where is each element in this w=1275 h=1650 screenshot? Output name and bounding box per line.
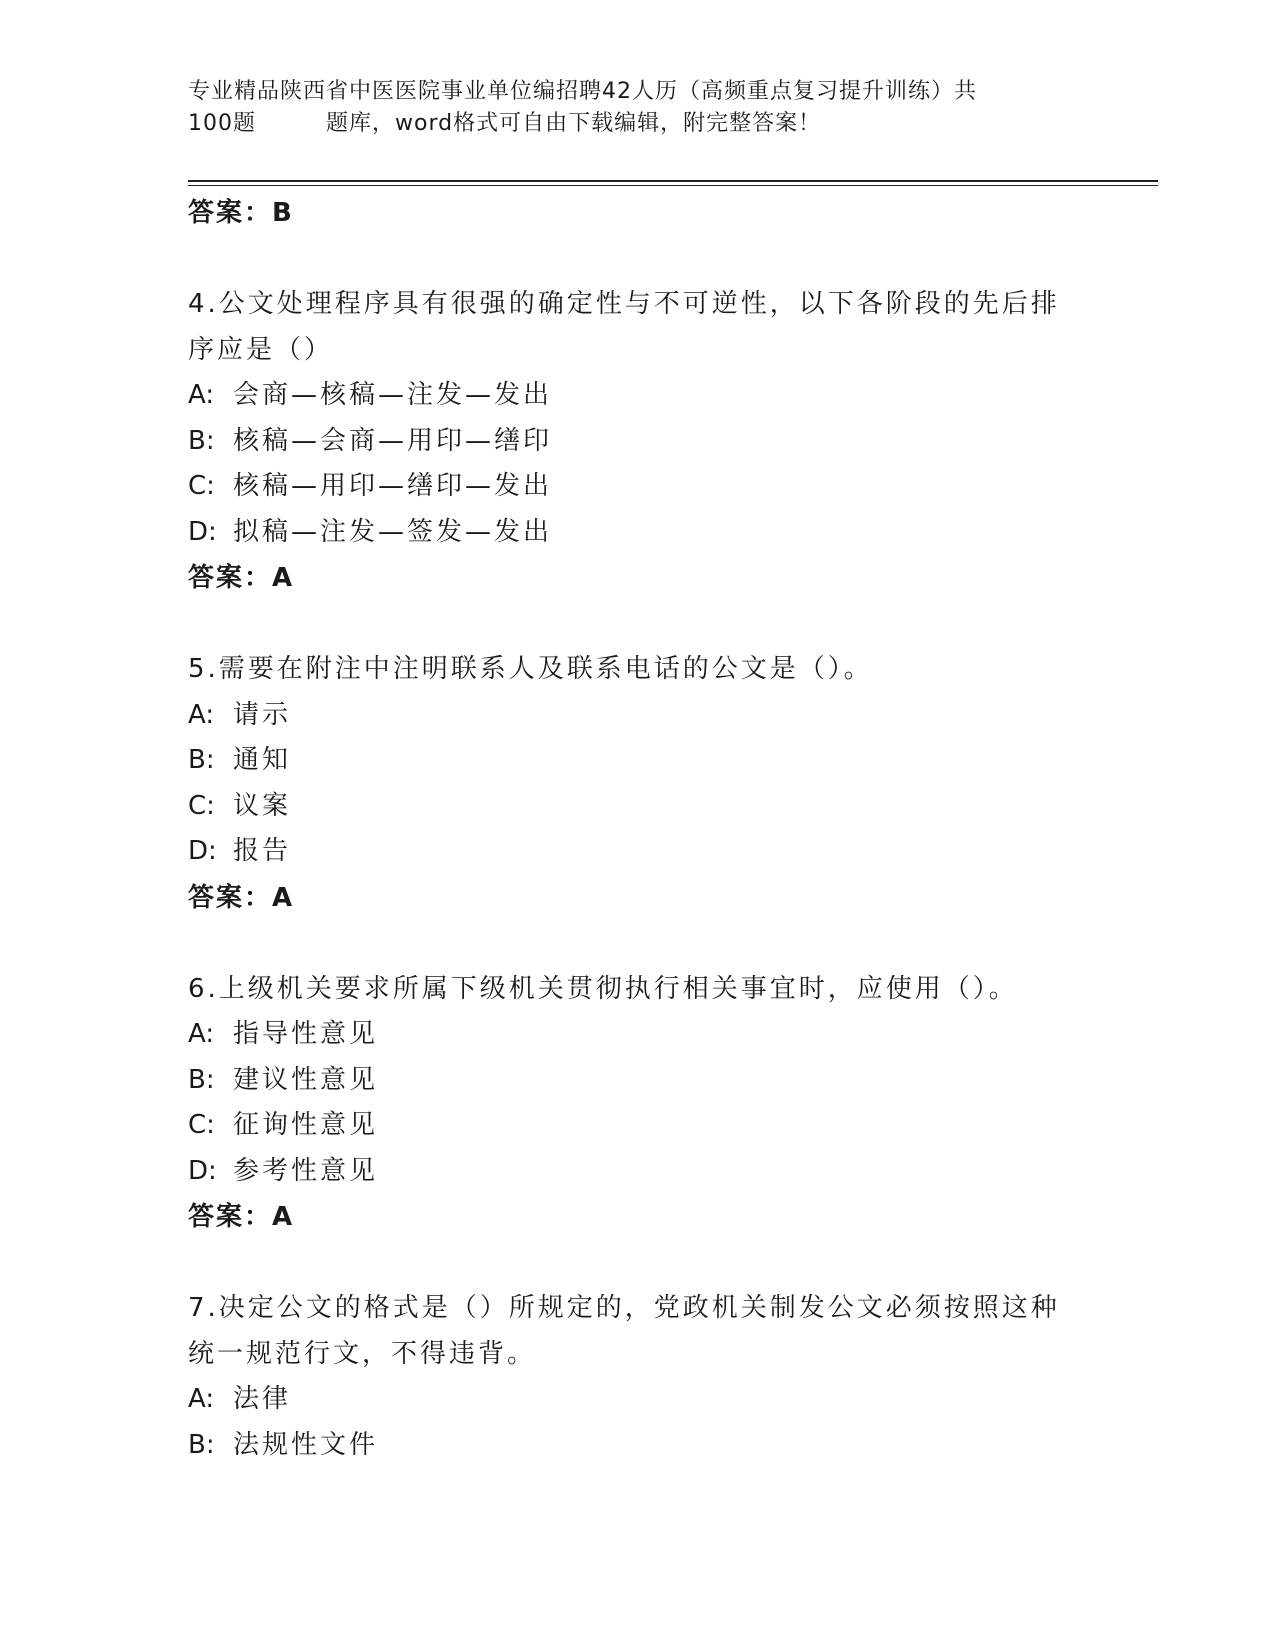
header-line-2 bbox=[188, 108, 1068, 140]
option-text: 报告 bbox=[233, 836, 292, 866]
option-text: 议案 bbox=[233, 790, 292, 821]
option-d bbox=[188, 1149, 1088, 1195]
option-text: 参考性意见 bbox=[233, 1155, 379, 1186]
option-text: 法规性文件 bbox=[233, 1429, 379, 1460]
option-c bbox=[188, 464, 1088, 510]
question-4 bbox=[188, 282, 1088, 601]
header-divider bbox=[188, 180, 1158, 182]
option-a bbox=[188, 693, 1088, 739]
header-description: 题库，word格式可自由下载编辑，附完整答案！ bbox=[326, 111, 822, 136]
option-letter: C: bbox=[188, 790, 215, 821]
option-b bbox=[188, 419, 1088, 465]
option-b bbox=[188, 738, 1088, 784]
option-letter: B: bbox=[188, 425, 215, 456]
option-text: 建议性意见 bbox=[233, 1064, 379, 1095]
option-text: 核稿—会商—用印—缮印 bbox=[233, 425, 553, 456]
option-b bbox=[188, 1423, 1088, 1469]
answer: 答案：A bbox=[188, 882, 295, 913]
option-letter: D: bbox=[188, 1155, 217, 1186]
option-letter: B: bbox=[188, 1429, 215, 1460]
previous-answer: 答案：B bbox=[188, 198, 294, 228]
option-c bbox=[188, 1103, 1088, 1149]
option-letter: A: bbox=[188, 1019, 215, 1049]
option-text: 通知 bbox=[233, 745, 292, 775]
option-text: 征询性意见 bbox=[233, 1110, 379, 1140]
question-stem: 6.上级机关要求所属下级机关贯彻执行相关事宜时，应使用（）。 bbox=[188, 973, 1018, 1004]
option-letter: C: bbox=[188, 471, 215, 501]
question-stem: 7.决定公文的格式是（）所规定的，党政机关制发公文必须按照这种统一规范行文，不得违背。 bbox=[188, 1293, 1060, 1369]
option-text: 拟稿—注发—签发—发出 bbox=[233, 516, 553, 547]
document-body bbox=[188, 190, 1088, 1468]
option-a bbox=[188, 373, 1088, 419]
header-count: 100题 bbox=[188, 111, 256, 136]
option-letter: A: bbox=[188, 1384, 215, 1414]
question-7 bbox=[188, 1286, 1088, 1468]
question-stem: 4.公文处理程序具有很强的确定性与不可逆性，以下各阶段的先后排序应是（） bbox=[188, 289, 1060, 365]
option-d bbox=[188, 510, 1088, 556]
option-a bbox=[188, 1012, 1088, 1058]
answer: 答案：A bbox=[188, 563, 295, 593]
option-text: 法律 bbox=[233, 1384, 292, 1414]
header-divider-thin bbox=[188, 185, 1158, 186]
option-text: 会商—核稿—注发—发出 bbox=[233, 380, 553, 410]
option-text: 请示 bbox=[233, 699, 292, 730]
question-5 bbox=[188, 647, 1088, 921]
answer: 答案：A bbox=[188, 1202, 295, 1232]
option-text: 核稿—用印—缮印—发出 bbox=[233, 471, 553, 501]
page-header bbox=[188, 76, 1068, 140]
option-c bbox=[188, 784, 1088, 830]
option-letter: D: bbox=[188, 516, 217, 547]
question-stem: 5.需要在附注中注明联系人及联系电话的公文是（）。 bbox=[188, 654, 873, 684]
option-letter: A: bbox=[188, 380, 215, 410]
option-text: 指导性意见 bbox=[233, 1019, 379, 1049]
option-letter: B: bbox=[188, 1064, 215, 1095]
option-letter: A: bbox=[188, 699, 215, 730]
option-a bbox=[188, 1377, 1088, 1423]
question-6 bbox=[188, 967, 1088, 1241]
option-letter: B: bbox=[188, 745, 215, 775]
option-letter: C: bbox=[188, 1110, 215, 1140]
option-d bbox=[188, 829, 1088, 875]
option-letter: D: bbox=[188, 836, 217, 866]
header-line-1: 专业精品陕西省中医医院事业单位编招聘42人历（高频重点复习提升训练）共 bbox=[188, 79, 977, 104]
option-b bbox=[188, 1058, 1088, 1104]
